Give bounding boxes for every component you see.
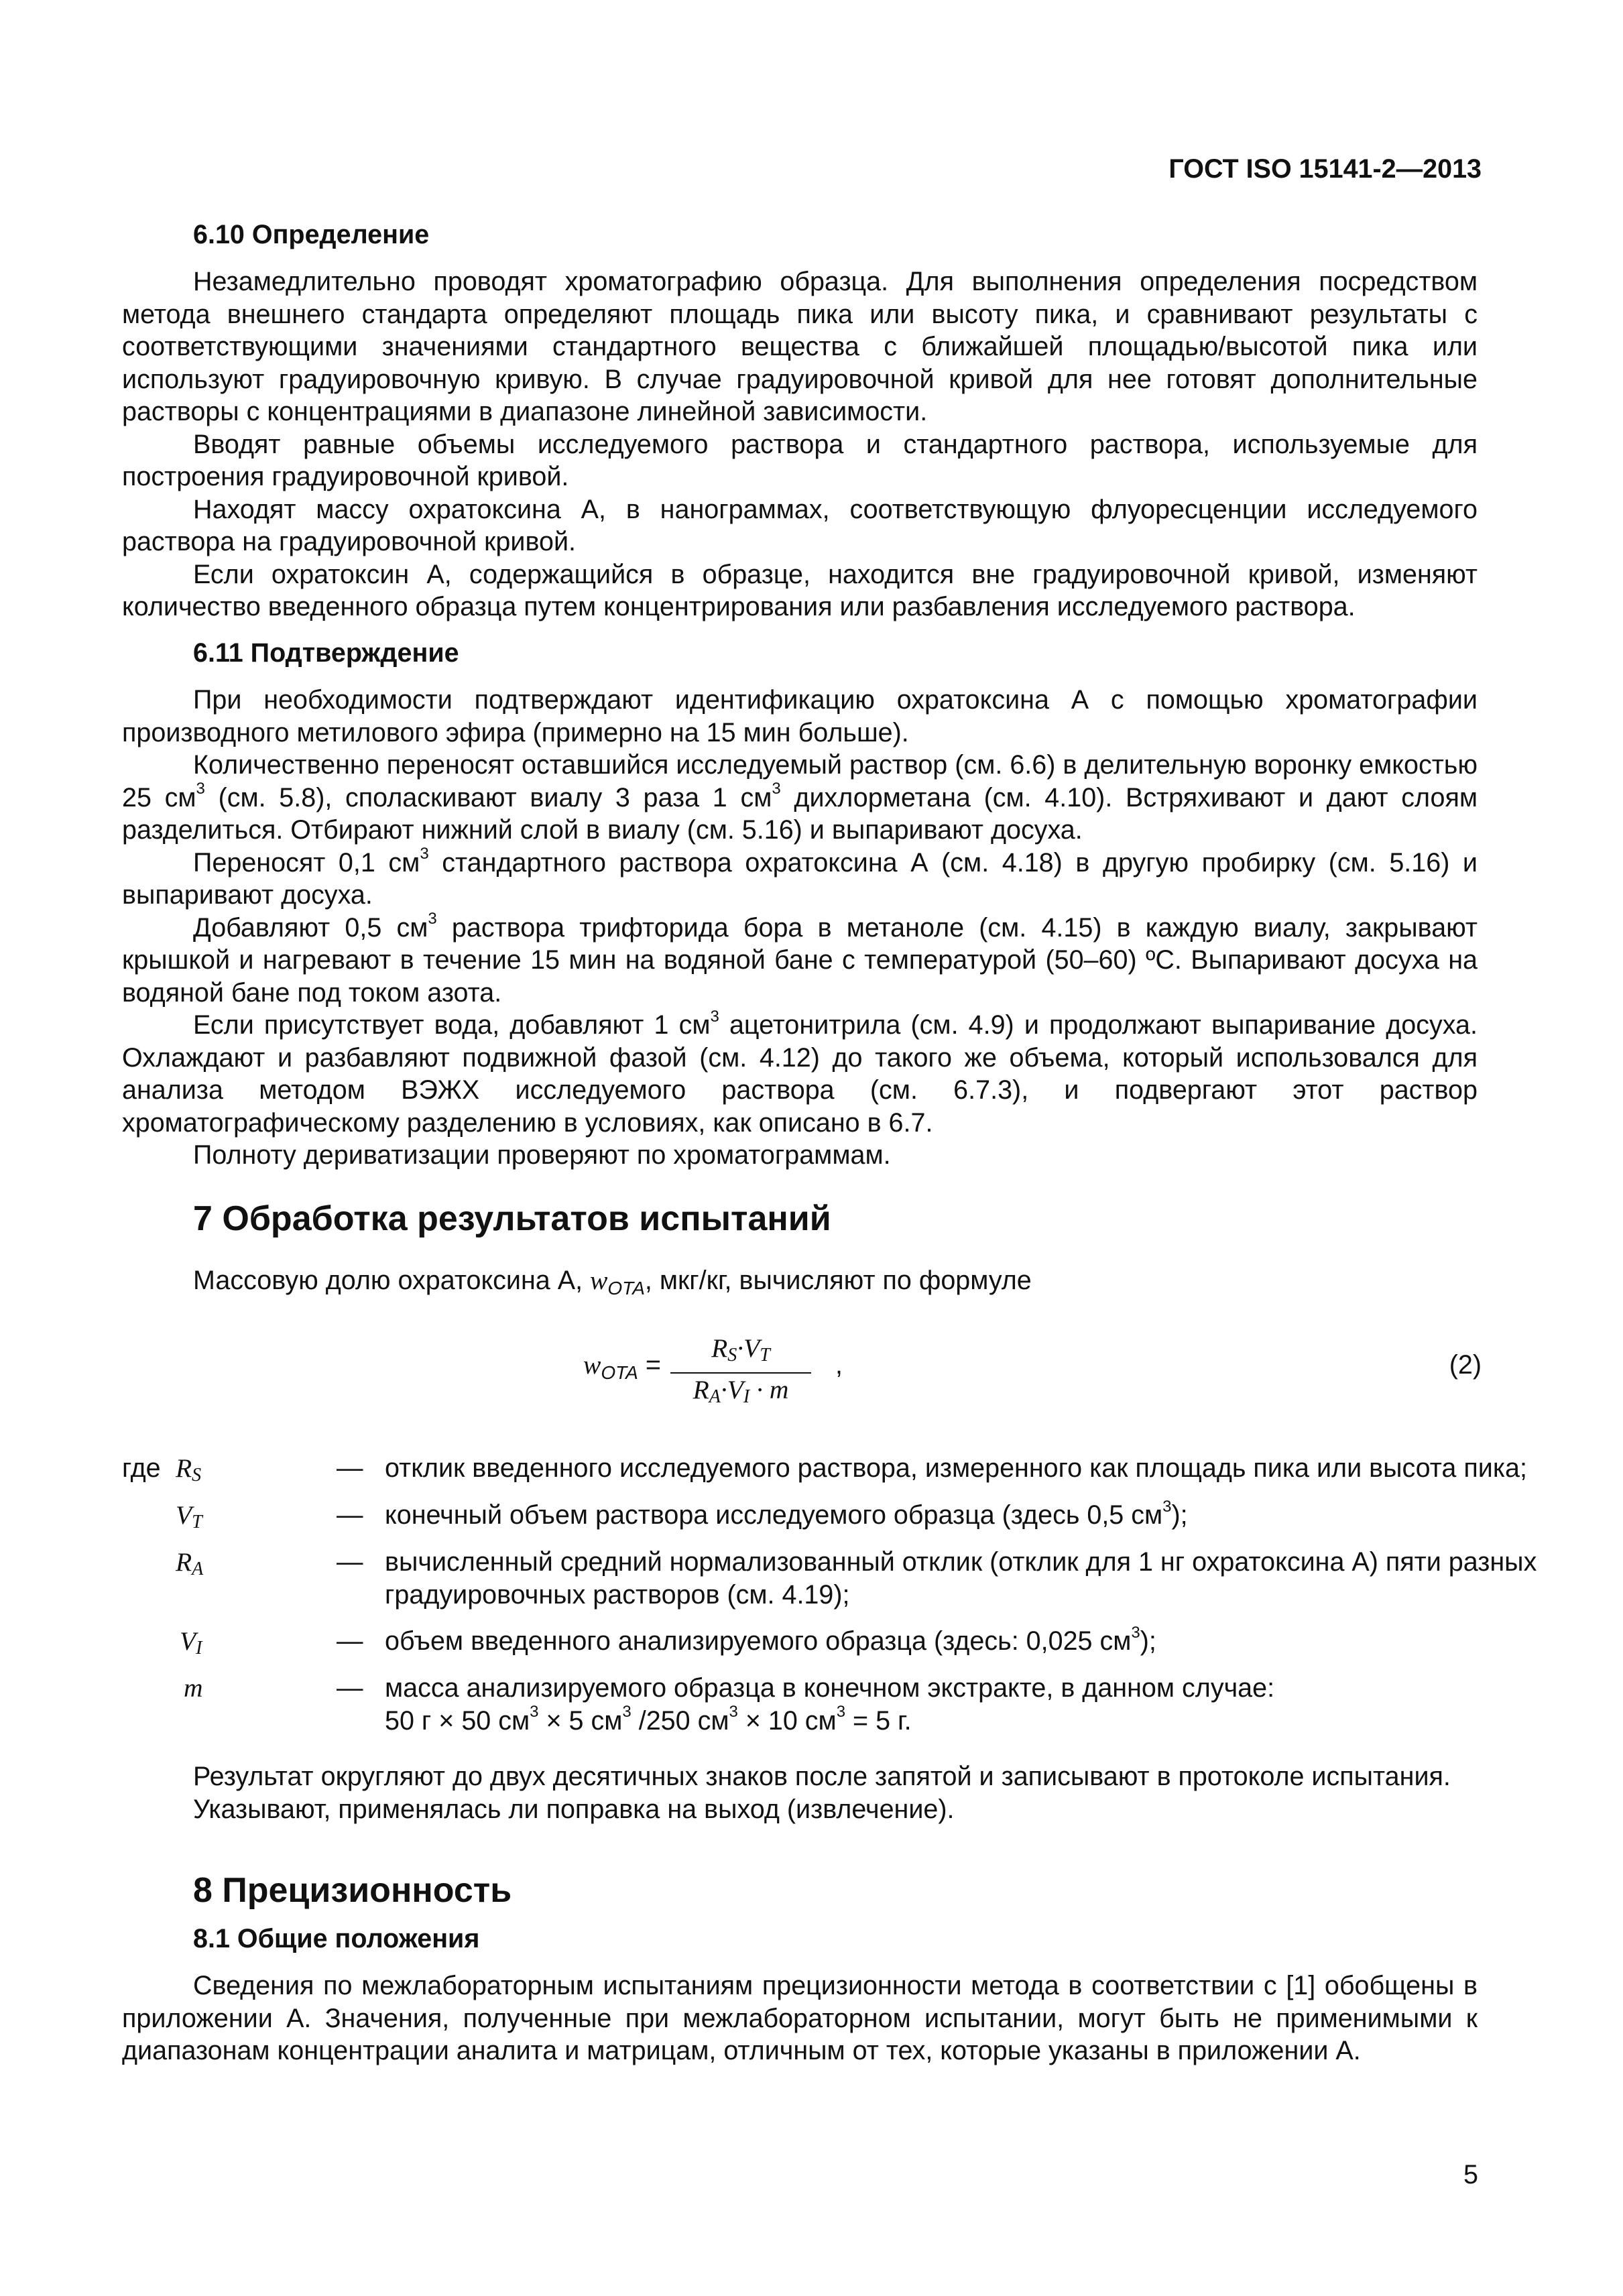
document-header: ГОСТ ISO 15141-2—2013 xyxy=(1168,154,1482,184)
paragraph: Если охратоксин А, содержащийся в образце, находится вне градуировочной кривой, изменяют количество введенного образца путем концентрирования или разбавления исследуемого раствора. xyxy=(122,559,1478,621)
paragraph: Сведения по межлабораторным испытаниям прецизионности метода в соответствии с [1] обобщены в приложении А. Значения, полученные при межлабораторном испытании, могут быть не применимыми к диапазонам концентрации аналита и матрицам, отличным от тех, которые указаны в приложении А. xyxy=(122,1971,1478,2065)
paragraph: Добавляют 0,5 $см^3$ раствора трифторида бора в метаноле (см. 4.15) в каждую виалу, закрывают крышкой и нагревают в течение 15 мин на водяной бане с температурой (50–60) ºС. Выпаривают досуха на водяной бане под током азота. xyxy=(122,910,1478,1008)
paragraph: Незамедлительно проводят хроматографию образца. Для выполнения определения посредством метода внешнего стандарта определяют площадь пика или высоту пика, и сравнивают результаты с соответствующими значениями стандартного вещества с ближайшей площадью/высотой пика или используют градуировочную кривую. В случае градуировочной кривой для нее готовят дополнительные растворы с концентрациями в диапазоне линейной зависимости. xyxy=(122,267,1478,426)
definition-symbol: VT xyxy=(176,1500,202,1532)
section-6-11-heading: 6.11 Подтверждение xyxy=(193,638,459,668)
definition-symbol: VI xyxy=(180,1626,202,1658)
definition-symbol: m xyxy=(184,1673,203,1703)
formula-numerator: RS·VT xyxy=(670,1333,811,1374)
paragraph: Полноту дериватизации проверяют по хроматограммам. xyxy=(193,1140,891,1170)
section-6-11-body xyxy=(122,684,1478,1172)
result-note: Результат округляют до двух десятичных знаков после запятой и записывают в протоколе испытания. Указывают, применялась ли поправка на выход (извлечение). xyxy=(193,1762,1451,1824)
formula-intro: Массовую долю охратоксина А, $w_{OTA}$, мкг/кг, вычисляют по формуле xyxy=(193,1266,1032,1298)
definition-symbol: RA xyxy=(176,1547,204,1579)
section-6-10-body xyxy=(122,265,1478,623)
definitions-list: где RS — отклик введенного исследуемого раствора, измеренного как площадь пика или высота пика; VT — конечный объем раствора исследуемого образца (здесь 0,5 $см^3$); RA — вычисленный средний нормализованный отклик (отклик для 1 нг охратоксина А) пяти разных градуировочных растворов (см. 4.19); VI — объем введенного анализируемого образца (здесь: 0,025 $см^3$); m — масса анализируемого образца в конечном экстракте, в данном случае: 50 г × 50 $см^3 \times 5$ $см^3$ /250 $см^3 \times 10$ $см^3 = 5$ г. xyxy=(122,1453,1537,1736)
paragraph: Переносят 0,1 $см^3$ стандартного раствора охратоксина А (см. 4.18) в другую пробирку (см. 5.16) и выпаривают досуха. xyxy=(122,845,1478,910)
formula-lhs: $w_{OTA}$ = xyxy=(583,1350,661,1383)
formula-fraction xyxy=(670,1333,811,1413)
formula-denominator: RA·VI · m xyxy=(693,1375,789,1407)
page-number: 5 xyxy=(1463,2160,1478,2189)
section-8-1-body xyxy=(122,1970,1478,2067)
definition-symbol: RS xyxy=(176,1453,202,1486)
section-6-10-heading: 6.10 Определение xyxy=(193,220,430,249)
formula-comma: , xyxy=(835,1350,843,1380)
section-7-heading: 7 Обработка результатов испытаний xyxy=(193,1199,831,1238)
paragraph: Количественно переносят оставшийся исследуемый раствор (см. 6.6) в делительную воронку емкостью 25 $см^3$ (см. 5.8), споласкивают виалу 3 раза 1 $см^3$ дихлорметана (см. 4.10). Встряхивают и дают слоям разделиться. Отбирают нижний слой в виалу (см. 5.16) и выпаривают досуха. xyxy=(122,750,1478,845)
paragraph: При необходимости подтверждают идентификацию охратоксина А с помощью хроматографии производного метилового эфира (примерно на 15 мин больше). xyxy=(122,685,1478,747)
section-8-1-heading: 8.1 Общие положения xyxy=(193,1924,480,1953)
section-8-heading: 8 Прецизионность xyxy=(193,1871,512,1910)
paragraph: Находят массу охратоксина А, в нанограммах, соответствующую флуоресценции исследуемого раствора на градуировочной кривой. xyxy=(122,494,1478,556)
paragraph: Если присутствует вода, добавляют 1 $см^3$ ацетонитрила (см. 4.9) и продолжают выпаривание досуха. Охлаждают и разбавляют подвижной фазой (см. 4.12) до такого же объема, который использовался для анализа методом ВЭЖХ исследуемого раствора (см. 6.7.3), и подвергают этот раствор хроматографическому разделению в условиях, как описано в 6.7. xyxy=(122,1007,1478,1138)
equation-number: (2) xyxy=(1449,1350,1482,1380)
where-label: где xyxy=(122,1453,161,1483)
paragraph: Вводят равные объемы исследуемого раствора и стандартного раствора, используемые для построения градуировочной кривой. xyxy=(122,429,1478,491)
